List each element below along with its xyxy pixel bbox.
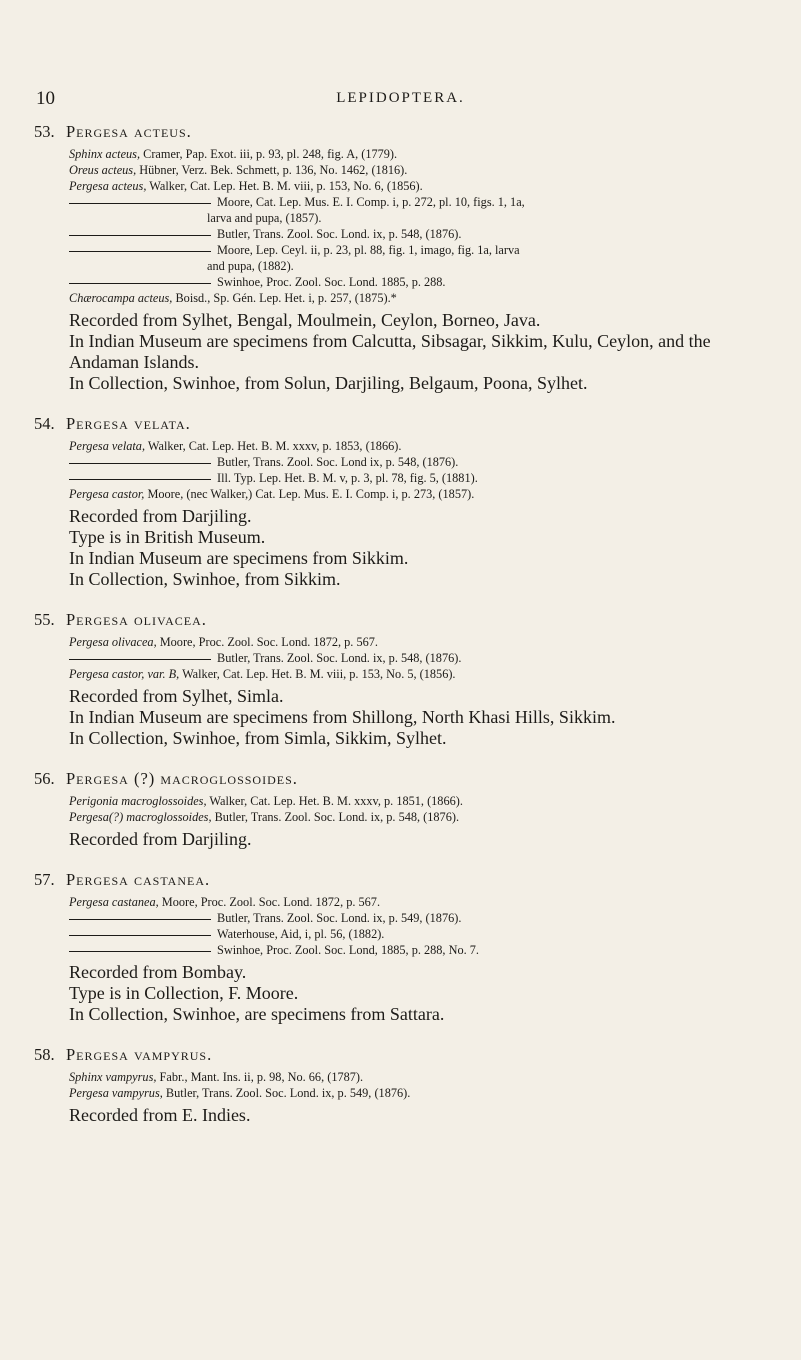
- record-line: In Collection, Swinhoe, from Solun, Darjiling, Belgaum, Poona, Sylhet.: [69, 373, 588, 393]
- species-title: Pergesa (?) macroglossoides.: [66, 769, 298, 788]
- species-title: Pergesa castanea.: [66, 870, 211, 889]
- entry-heading: [34, 122, 774, 142]
- synonymy-references: [69, 438, 774, 502]
- citation: Swinhoe, Proc. Zool. Soc. Lond. 1885, p. 288.: [217, 275, 446, 289]
- citation: Butler, Trans. Zool. Soc. Lond. ix, p. 548, (1876).: [214, 810, 460, 824]
- entry-number: 58.: [34, 1045, 55, 1064]
- taxon-name: Pergesa castor,: [69, 487, 145, 501]
- record-line: Recorded from Bombay.: [69, 962, 247, 982]
- reference-line: [69, 666, 774, 682]
- record-line: Recorded from Sylhet, Simla.: [69, 686, 284, 706]
- entry-number: 55.: [34, 610, 55, 629]
- citation: Walker, Cat. Lep. Het. B. M. viii, p. 153, No. 5, (1856).: [182, 667, 456, 681]
- entry-number: 56.: [34, 769, 55, 788]
- citation: Cramer, Pap. Exot. iii, p. 93, pl. 248, fig. A, (1779).: [143, 147, 398, 161]
- page-header: [36, 88, 765, 112]
- reference-line: [69, 470, 774, 486]
- reference-line: [69, 242, 774, 258]
- reference-line: [69, 146, 774, 162]
- synonymy-references: [69, 894, 774, 958]
- ditto-dash: [69, 935, 211, 936]
- ditto-dash: [69, 951, 211, 952]
- taxon-name: Pergesa(?) macroglossoides,: [69, 810, 212, 824]
- ditto-dash: [69, 235, 211, 236]
- reference-line: [69, 910, 774, 926]
- entry-heading: [34, 610, 774, 630]
- ditto-dash: [69, 203, 211, 204]
- distribution-records: [69, 506, 774, 590]
- ditto-dash: [69, 463, 211, 464]
- citation: Walker, Cat. Lep. Het. B. M. xxxv, p. 1851, (1866).: [209, 794, 463, 808]
- species-entry: [34, 870, 774, 1025]
- record-line: In Collection, Swinhoe, from Simla, Sikkim, Sylhet.: [69, 728, 447, 748]
- taxon-name: Pergesa acteus,: [69, 179, 147, 193]
- taxon-name: Pergesa velata,: [69, 439, 146, 453]
- reference-line: [69, 1085, 774, 1101]
- species-title: Pergesa olivacea.: [66, 610, 207, 629]
- citation-continuation: and pupa, (1882).: [207, 259, 294, 273]
- entry-heading: [34, 769, 774, 789]
- citation: Moore, (nec Walker,) Cat. Lep. Mus. E. I. Comp. i, p. 273, (1857).: [147, 487, 475, 501]
- ditto-dash: [69, 659, 211, 660]
- citation-continuation: larva and pupa, (1857).: [207, 211, 322, 225]
- taxon-name: Pergesa olivacea,: [69, 635, 157, 649]
- reference-line: [69, 942, 774, 958]
- reference-line: [69, 454, 774, 470]
- synonymy-references: [69, 634, 774, 682]
- citation: Butler, Trans. Zool. Soc. Lond. ix, p. 548, (1876).: [217, 651, 462, 665]
- species-title: Pergesa vampyrus.: [66, 1045, 213, 1064]
- reference-line: [69, 650, 774, 666]
- page-number: 10: [36, 88, 55, 109]
- reference-line: [69, 274, 774, 290]
- ditto-dash: [69, 251, 211, 252]
- citation: Swinhoe, Proc. Zool. Soc. Lond, 1885, p. 288, No. 7.: [217, 943, 479, 957]
- citation: Boisd., Sp. Gén. Lep. Het. i, p. 257, (1875).*: [175, 291, 397, 305]
- species-entry: [34, 610, 774, 749]
- citation: Walker, Cat. Lep. Het. B. M. xxxv, p. 1853, (1866).: [147, 439, 402, 453]
- taxon-name: Pergesa vampyrus,: [69, 1086, 163, 1100]
- reference-line: [69, 438, 774, 454]
- record-line: Type is in Collection, F. Moore.: [69, 983, 299, 1003]
- reference-line: [69, 290, 774, 306]
- record-line: In Collection, Swinhoe, are specimens from Sattara.: [69, 1004, 445, 1024]
- species-title: Pergesa acteus.: [66, 122, 192, 141]
- reference-line: [69, 162, 774, 178]
- entry-heading: [34, 414, 774, 434]
- reference-line: [69, 194, 774, 210]
- citation: Butler, Trans. Zool. Soc. Lond ix, p. 548, (1876).: [217, 455, 459, 469]
- running-title: LEPIDOPTERA.: [336, 90, 465, 106]
- record-line: Type is in British Museum.: [69, 527, 266, 547]
- reference-line: [69, 809, 774, 825]
- reference-line: [69, 1069, 774, 1085]
- taxon-name: Oreus acteus,: [69, 163, 137, 177]
- record-line: In Indian Museum are specimens from Shillong, North Khasi Hills, Sikkim.: [69, 707, 616, 727]
- record-line: In Indian Museum are specimens from Sikkim.: [69, 548, 409, 568]
- distribution-records: [69, 1105, 774, 1126]
- record-line: In Collection, Swinhoe, from Sikkim.: [69, 569, 341, 589]
- reference-line: [69, 793, 774, 809]
- reference-line: [69, 486, 774, 502]
- record-line: In Indian Museum are specimens from Calcutta, Sibsagar, Sikkim, Kulu, Ceylon, and the Andaman Islands.: [69, 331, 711, 372]
- citation: Moore, Cat. Lep. Mus. E. I. Comp. i, p. 272, pl. 10, figs. 1, 1a,: [217, 195, 525, 209]
- record-line: Recorded from Darjiling.: [69, 829, 252, 849]
- species-entry: [34, 1045, 774, 1126]
- synonymy-references: [69, 146, 774, 306]
- synonymy-references: [69, 793, 774, 825]
- taxon-name: Sphinx acteus,: [69, 147, 141, 161]
- citation: Moore, Proc. Zool. Soc. Lond. 1872, p. 567.: [159, 635, 378, 649]
- citation: Ill. Typ. Lep. Het. B. M. v, p. 3, pl. 78, fig. 5, (1881).: [217, 471, 478, 485]
- reference-line: [69, 178, 774, 194]
- citation: Moore, Proc. Zool. Soc. Lond. 1872, p. 567.: [161, 895, 381, 909]
- citation: Butler, Trans. Zool. Soc. Lond. ix, p. 548, (1876).: [217, 227, 462, 241]
- entry-number: 54.: [34, 414, 55, 433]
- reference-line: [69, 226, 774, 242]
- taxon-name: Pergesa castor, var. B,: [69, 667, 180, 681]
- taxon-name: Sphinx vampyrus,: [69, 1070, 157, 1084]
- citation: Waterhouse, Aid, i, pl. 56, (1882).: [217, 927, 385, 941]
- entry-heading: [34, 870, 774, 890]
- species-entry: [34, 769, 774, 850]
- distribution-records: [69, 962, 774, 1025]
- distribution-records: [69, 829, 774, 850]
- reference-line: [69, 634, 774, 650]
- citation: Fabr., Mant. Ins. ii, p. 98, No. 66, (1787).: [159, 1070, 364, 1084]
- synonymy-references: [69, 1069, 774, 1101]
- reference-line: [69, 894, 774, 910]
- citation: Butler, Trans. Zool. Soc. Lond. ix, p. 549, (1876).: [217, 911, 462, 925]
- distribution-records: [69, 686, 774, 749]
- entry-number: 57.: [34, 870, 55, 889]
- citation: Hübner, Verz. Bek. Schmett, p. 136, No. 1462, (1816).: [139, 163, 408, 177]
- citation: Moore, Lep. Ceyl. ii, p. 23, pl. 88, fig. 1, imago, fig. 1a, larva: [217, 243, 520, 257]
- reference-line: [69, 926, 774, 942]
- ditto-dash: [69, 479, 211, 480]
- species-entry: [34, 122, 774, 394]
- taxon-name: Chærocampa acteus,: [69, 291, 173, 305]
- record-line: Recorded from Sylhet, Bengal, Moulmein, Ceylon, Borneo, Java.: [69, 310, 541, 330]
- entry-number: 53.: [34, 122, 55, 141]
- distribution-records: [69, 310, 774, 394]
- species-entry: [34, 414, 774, 590]
- species-title: Pergesa velata.: [66, 414, 191, 433]
- ditto-dash: [69, 919, 211, 920]
- ditto-dash: [69, 283, 211, 284]
- citation: Butler, Trans. Zool. Soc. Lond. ix, p. 549, (1876).: [165, 1086, 411, 1100]
- entry-heading: [34, 1045, 774, 1065]
- citation: Walker, Cat. Lep. Het. B. M. viii, p. 153, No. 6, (1856).: [149, 179, 423, 193]
- taxon-name: Pergesa castanea,: [69, 895, 159, 909]
- record-line: Recorded from E. Indies.: [69, 1105, 251, 1125]
- taxon-name: Perigonia macroglossoides,: [69, 794, 207, 808]
- species-entries: [34, 122, 774, 1146]
- record-line: Recorded from Darjiling.: [69, 506, 252, 526]
